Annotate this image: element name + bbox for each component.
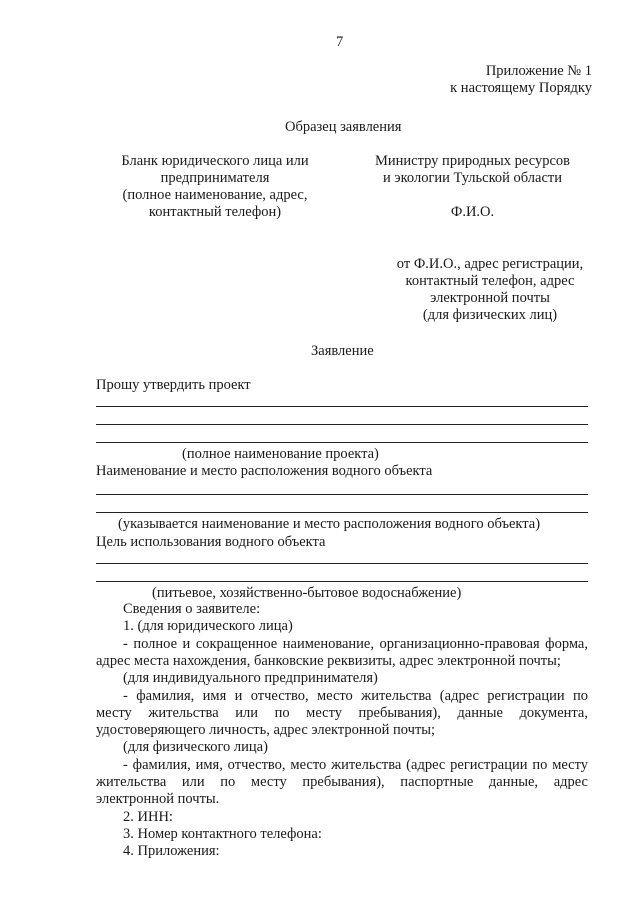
sender-line-2: контактный телефон, адрес	[405, 273, 575, 289]
letterhead-line-4: контактный телефон)	[148, 204, 282, 220]
individual-details-line-1: - фамилия, имя, отчество, место жительства (адрес регистрации по месту	[123, 757, 588, 773]
letterhead-line-3: (полное наименование, адрес,	[122, 187, 308, 203]
individual-caption: (для физического лица)	[123, 739, 268, 755]
item-2-inn: 2. ИНН:	[123, 809, 173, 825]
sample-title: Образец заявления	[285, 119, 402, 135]
legal-entity-details-line-1: - полное и сокращенное наименование, организационно-правовая форма,	[123, 636, 588, 652]
statement-title: Заявление	[311, 343, 374, 359]
entrepreneur-details-line-3: удостоверяющего личность, адрес электронной почты;	[96, 722, 436, 738]
item-1-legal-entity: 1. (для юридического лица)	[123, 618, 293, 634]
sender-line-4: (для физических лиц)	[422, 307, 558, 323]
purpose-caption: (питьевое, хозяйственно-бытовое водоснабжение)	[152, 585, 462, 601]
individual-details-line-3: электронной почты.	[96, 791, 220, 807]
sender-line-1: от Ф.И.О., адрес регистрации,	[396, 256, 584, 272]
item-4-attachments: 4. Приложения:	[123, 843, 220, 859]
project-fill-line-2	[96, 424, 588, 425]
water-object-fill-line-1	[96, 494, 588, 495]
entrepreneur-caption: (для индивидуального предпринимателя)	[123, 670, 378, 686]
water-object-caption: (указывается наименование и место расположения водного объекта)	[118, 516, 541, 532]
water-object-label: Наименование и место расположения водного объекта	[96, 463, 433, 479]
request-text: Прошу утвердить проект	[96, 377, 251, 393]
legal-entity-details-line-2: адрес места нахождения, банковские реквизиты, адрес электронной почты;	[96, 653, 561, 669]
project-caption: (полное наименование проекта)	[182, 446, 379, 462]
appendix-number: Приложение № 1	[485, 63, 592, 79]
purpose-label: Цель использования водного объекта	[96, 534, 326, 550]
appendix-reference: к настоящему Порядку	[450, 80, 592, 96]
sender-line-3: электронной почты	[430, 290, 550, 306]
letterhead-line-1: Бланк юридического лица или	[121, 153, 309, 169]
entrepreneur-details-line-1: - фамилия, имя и отчество, место жительства (адрес регистрации по	[123, 688, 588, 704]
project-fill-line-1	[96, 406, 588, 407]
addressee-line-2: и экологии Тульской области	[383, 170, 562, 186]
entrepreneur-details-line-2: месту жительства или по месту пребывания), данные документа,	[96, 705, 588, 721]
page-number: 7	[336, 34, 344, 50]
applicant-info-heading: Сведения о заявителе:	[123, 601, 261, 617]
water-object-fill-line-2	[96, 512, 588, 513]
individual-details-line-2: жительства или по месту пребывания), паспортные данные, адрес	[96, 774, 588, 790]
purpose-fill-line-2	[96, 581, 588, 582]
item-3-phone: 3. Номер контактного телефона:	[123, 826, 322, 842]
addressee-name: Ф.И.О.	[450, 204, 495, 220]
project-fill-line-3	[96, 442, 588, 443]
addressee-line-1: Министру природных ресурсов	[375, 153, 570, 169]
purpose-fill-line-1	[96, 563, 588, 564]
letterhead-line-2: предпринимателя	[160, 170, 270, 186]
